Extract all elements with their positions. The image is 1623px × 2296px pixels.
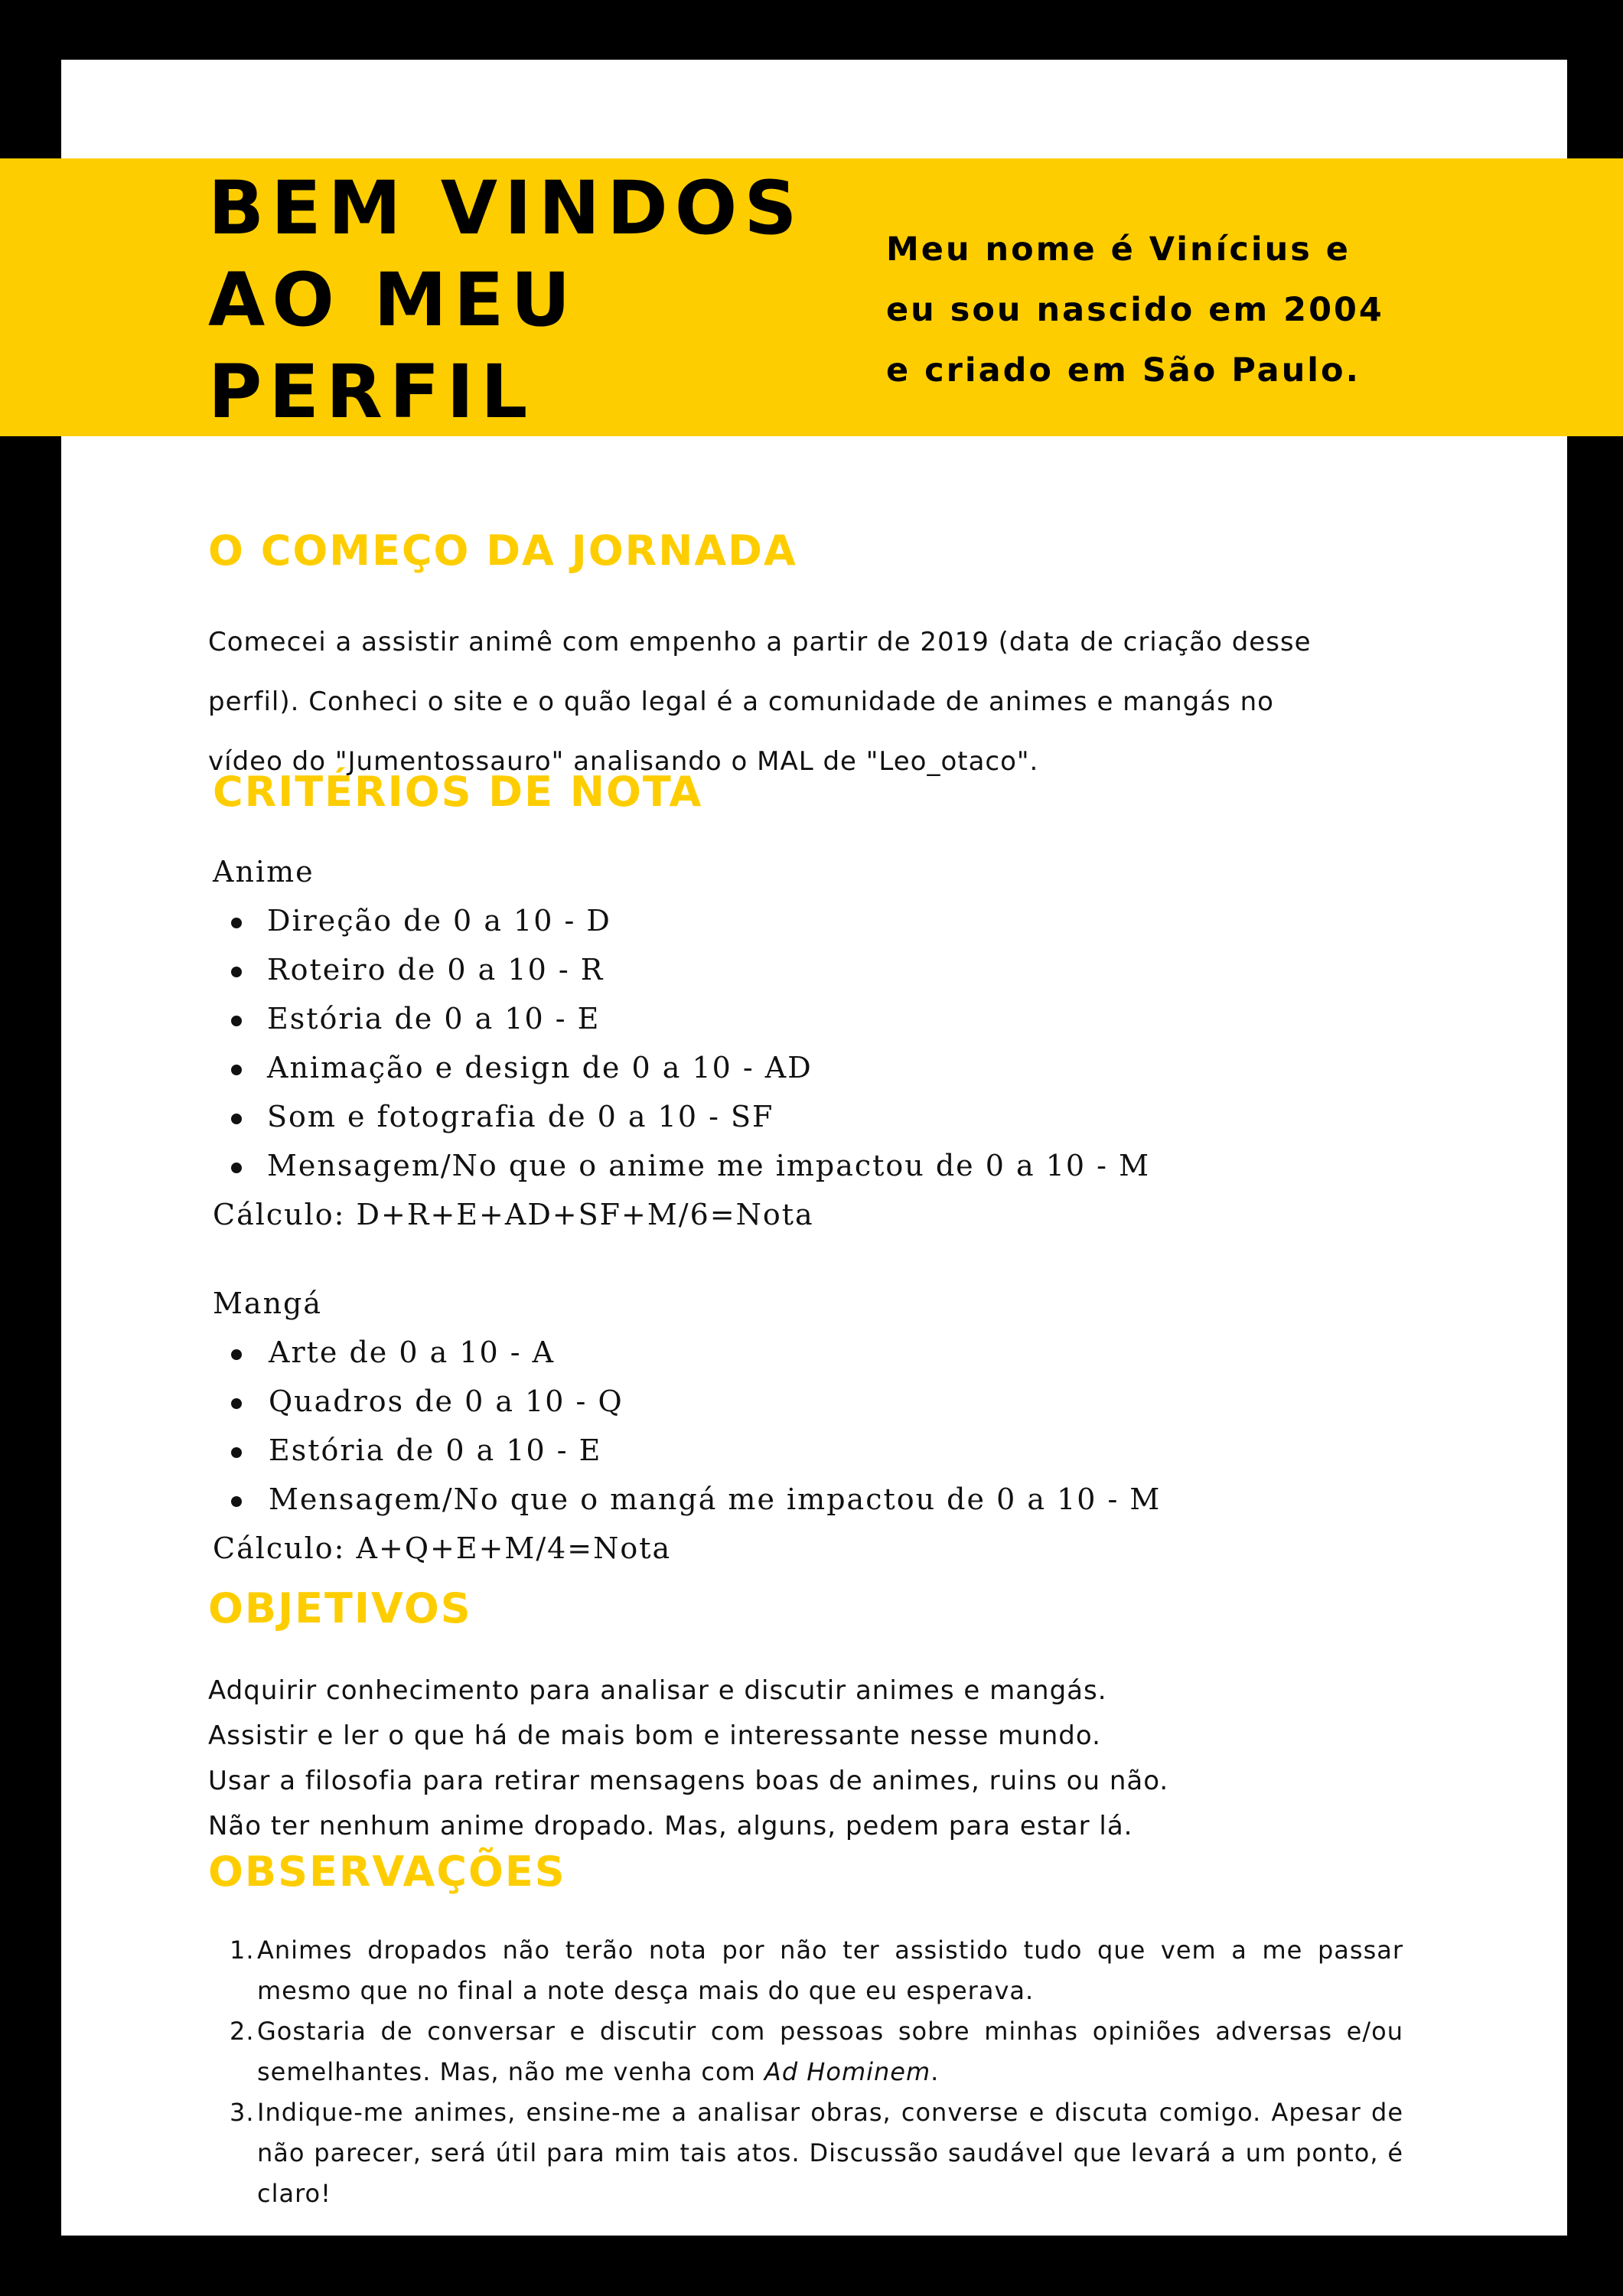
anime-criterion: Mensagem/No que o anime me impactou de 0 a 10 - M	[267, 1149, 1150, 1182]
welcome-title	[208, 162, 866, 438]
observation-tail: .	[930, 2057, 940, 2086]
bullet-icon	[231, 1114, 242, 1124]
observation-text: Indique-me animes, ensine-me a analisar obras, converse e discuta comigo. Apesar de não parecer, será útil para mim tais atos. Discussão saudável que levará a um ponto, é claro!	[257, 2098, 1403, 2208]
anime-criterion: Roteiro de 0 a 10 - R	[267, 953, 605, 987]
manga-criterion: Quadros de 0 a 10 - Q	[269, 1384, 624, 1418]
list-number: 2.	[230, 2017, 255, 2046]
intro-text	[886, 220, 1406, 401]
section-heading-criterios: CRITÉRIOS DE NOTA	[213, 768, 703, 816]
bullet-icon	[231, 918, 242, 928]
section-heading-observacoes: OBSERVAÇÕES	[208, 1848, 566, 1896]
paragraph-line: perfil). Conheci o site e o quão legal é a comunidade de animes e mangás no	[208, 687, 1274, 717]
section-heading-inicio: O COMEÇO DA JORNADA	[208, 527, 797, 575]
bullet-icon	[231, 1447, 242, 1458]
bullet-icon	[231, 1496, 242, 1507]
observation-item	[208, 1930, 1403, 2011]
observations-list	[208, 1930, 1403, 2214]
observation-text: Gostaria de conversar e discutir com pessoas sobre minhas opiniões adversas e/ou semelhantes. Mas, não me venha com	[257, 2017, 1403, 2086]
goal-line: Não ter nenhum anime dropado. Mas, alguns, pedem para estar lá.	[208, 1811, 1133, 1841]
manga-criterion: Arte de 0 a 10 - A	[269, 1336, 556, 1369]
observation-item	[208, 2092, 1403, 2214]
intro-line: eu sou nascido em 2004	[886, 291, 1384, 329]
goal-line: Usar a filosofia para retirar mensagens boas de animes, ruins ou não.	[208, 1766, 1169, 1796]
manga-criterion: Mensagem/No que o mangá me impactou de 0 a 10 - M	[269, 1482, 1162, 1516]
observation-text: Animes dropados não terão nota por não ter assistido tudo que vem a me passar mesmo que no final a note desça mais do que eu esperava.	[257, 1936, 1403, 2005]
anime-criterion: Animação e design de 0 a 10 - AD	[267, 1051, 813, 1084]
intro-line: e criado em São Paulo.	[886, 351, 1361, 390]
welcome-title-line: PERFIL	[208, 349, 535, 435]
inicio-paragraph	[208, 612, 1312, 791]
observation-emphasis: Ad Hominem	[764, 2057, 931, 2086]
anime-criterion: Direção de 0 a 10 - D	[267, 904, 611, 938]
manga-label: Mangá	[213, 1287, 323, 1320]
goal-line: Adquirir conhecimento para analisar e discutir animes e mangás.	[208, 1675, 1107, 1706]
anime-label: Anime	[213, 855, 314, 889]
list-number: 3.	[230, 2098, 255, 2127]
manga-formula: Cálculo: A+Q+E+M/4=Nota	[213, 1531, 672, 1565]
intro-line: Meu nome é Vinícius e	[886, 230, 1351, 269]
objetivos-paragraph	[208, 1668, 1168, 1849]
anime-criterion: Estória de 0 a 10 - E	[267, 1002, 601, 1035]
bullet-icon	[231, 1163, 242, 1173]
welcome-title-line: AO MEU	[208, 257, 578, 343]
bullet-icon	[231, 1016, 242, 1026]
manga-criterion: Estória de 0 a 10 - E	[269, 1433, 602, 1467]
paragraph-line: vídeo do "Jumentossauro" analisando o MAL de "Leo_otaco".	[208, 746, 1039, 777]
goal-line: Assistir e ler o que há de mais bom e interessante nesse mundo.	[208, 1720, 1101, 1751]
paragraph-line: Comecei a assistir animê com empenho a partir de 2019 (data de criação desse	[208, 627, 1312, 657]
observation-item	[208, 2011, 1403, 2092]
list-number: 1.	[230, 1936, 255, 1965]
anime-formula: Cálculo: D+R+E+AD+SF+M/6=Nota	[213, 1198, 814, 1231]
bullet-icon	[231, 967, 242, 977]
welcome-title-line: BEM VINDOS	[208, 165, 804, 251]
bullet-icon	[231, 1349, 242, 1360]
bullet-icon	[231, 1398, 242, 1409]
anime-criterion: Som e fotografia de 0 a 10 - SF	[267, 1100, 774, 1133]
section-heading-objetivos: OBJETIVOS	[208, 1584, 472, 1632]
bullet-icon	[231, 1065, 242, 1075]
